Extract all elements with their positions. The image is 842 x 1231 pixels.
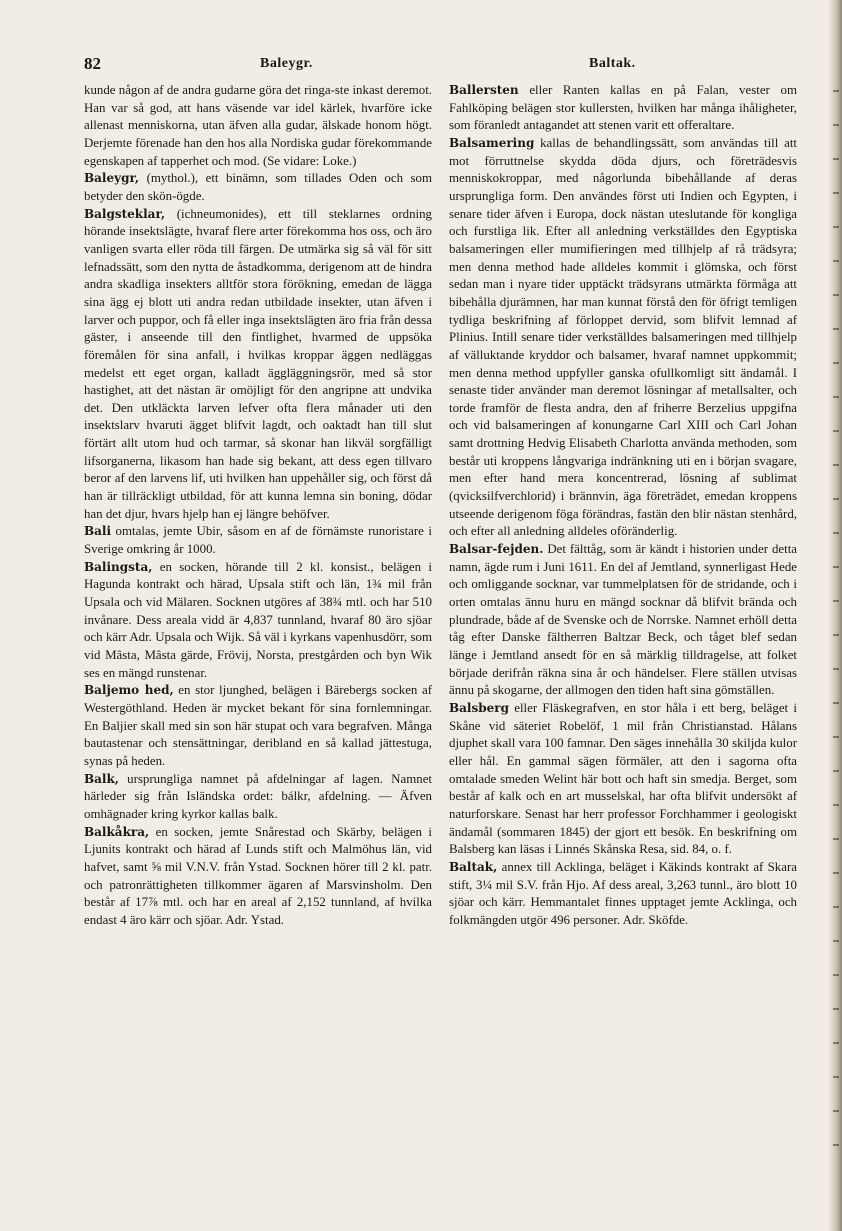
headword: Balgsteklar, <box>84 206 166 221</box>
entry-balsberg: Balsberg eller Fläskegrafven, en stor håla i ett berg, beläget i Skåne vid säteriet Robelöf, 1 mil från Christianstad. Hålans djuphet skall vara 100 famnar. Den säges innehålla 30 skiljda kulor eller hål. En gammal sägen förmäler, att den i sagorna ofta omtalade smeden Welint här bott och haft sin smedja. Berget, som består af kalk och en art musselskal, har ofta blifvit undersökt af naturforskare. Senast har herr professor Forchhammer i geologiskt ändamål (sommaren 1845) der gjort ett besök. En beskrifning om Balsberg kan läsas i Linnés Skånska Resa, sid. 84, o. f. <box>449 700 797 857</box>
entry-baleygr: Baleygr, (mythol.), ett binämn, som tillades Oden och som betyder den skön-ögde. <box>84 171 432 203</box>
entry-baljemo-hed: Baljemo hed, en stor ljunghed, belägen i Bärebergs socken af Westergöthland. Heden är mycket bekant för sina fornlemningar. En Baljier skall med sin son här stupat och vara begrafven. Många bautastenar och stensättningar, deribland en så kallad jättestuga, synas på heden. <box>84 683 432 768</box>
entry-ballersten: Ballersten eller Ranten kallas en på Falan, vester om Fahlköping belägen stor kullersten, hvilken har många ihåligheter, som föranledt antagandet att stenen varit ett offeraltare. <box>449 83 797 133</box>
entry-balkakra: Balkåkra, en socken, jemte Snårestad och Skärby, belägen i Ljunits kontrakt och härad af Lunds stift och Malmöhus län, vid hafvet, samt ⅝ mil V.N.V. från Ystad. Socknen hörer till 2 kl. patr. och patronrättigheten tillkommer ägaren af Marsvinsholm. Den består af 17⅞ mtl. och har en areal af 2,152 tunnland, af hvilka endast 4 äro kärr och sjöar. Adr. Ystad. <box>84 824 432 927</box>
adjacent-page-marks <box>833 90 839 1170</box>
headword: Balsar-fejden. <box>449 542 544 557</box>
page-number: 82 <box>84 54 101 73</box>
headword: Ballersten <box>449 83 519 97</box>
left-column <box>84 82 432 930</box>
page-header <box>84 54 796 76</box>
entry-loke-continuation: kunde någon af de andra gudarne göra det ringa-ste inkast deremot. Han var så god, att hans väsende var idel kärlek, hvarföre icke allenast menniskorna, utan äfven alla gudar, älskade honom högt. Derjemte förenade han den hos alla Nordiska gudar förekommande egenskapen af tapperhet och mod. (Se vidare: Loke.) <box>84 83 432 168</box>
entry-balingsta: Balingsta, en socken, hörande till 2 kl. konsist., belägen i Hagunda kontrakt och härad, Upsala stift och län, 1¾ mil från Upsala och vid Mälaren. Socknen utgöres af 38¾ mtl. och har 510 invånare. Dess areala vidd är 4,837 tunnland, hvaraf 80 äro sjöar och kärr Adr. Upsala och Wijk. Så väl i kyrkans vapenhusdörr, som vid Mâsta, Mâsta gärde, Frövij, Norsta, prestgården och byn Wik ses en mängd runstenar. <box>84 559 432 680</box>
entry-balsamering: Balsamering kallas de behandlingssätt, som användas till att mot förruttnelse skydda döda djurs, och företrädesvis menniskokroppar, med någorlunda bibehållande af deras ursprungliga form. Den användes först uti Indien och Egypten, i senare tider äfven i Europa, dock nästan uteslutande för kongliga och furstliga lik. Efter all anledning verkställdes den Egyptiska balsameringen eller mumifieringen med tillhjelp af rå trädsyra; men denna method hade alldeles kommit i glömska, och först sedan man i nyare tider upptäckt trädsyrans utmärkta förmåga att bibehålla djurämnen, har man kunnat förstå den för öfrigt temligen tydliga beskrifning af förloppet dervid, som blifvit lemnad af Plinius. Intill senare tider verkställdes balsameringen med tillhjelp af välluktande kryddor och balsamer, hvaraf namnet uppkommit; men denna method uppfyller ganska ofullkomligt sitt ändamål. I senaste tider använder man deremot lösningar af metallsalter, och torde framför de flesta andra, den af friherre Berzelius uppgifna och vid balsameringen af konungarne Carl XIII och Carl Johan samt drottning Hedvig Elisabeth Charlotta använda methoden, som består uti kroppens långvariga indränkning uti en i början svagare, men efter hand mera koncentrerad, lösning af sublimat (qvicksilfverchlorid) i brännvin, äga företrädet, emedan kroppens utseende derigenom föga förändras, fastän den blir nästan stenhård, och efter all anledning alldeles oföränderlig. <box>449 135 797 539</box>
headword: Balk, <box>84 771 119 786</box>
headword: Baljemo hed, <box>84 683 174 698</box>
book-edge-shadow <box>828 0 842 1231</box>
running-head-right: Baltak. <box>589 56 636 71</box>
headword: Baleygr, <box>84 171 140 186</box>
entry-balsar-fejden: Balsar-fejden. Det fälttåg, som är kändt i historien under detta namn, ägde rum i Juni 1611. En del af Jemtland, synnerligast Hede och omliggande socknar, var tummelplatsen för de stridande, och i orten omtalas ännu huru en mängd socknar då blifvit brända och plundrade, både af de Svenske och de Norrske. Namnet erhöll detta tåg efter Danske fältherren Baltzar Beck, och tåget blef sedan länge i Jemtland ansedt för en så märklig tilldragelse, att folket började derifrån räkna sina år och händelser. Flere ställen utvisas ännu på skogarne, der allmogen den tiden haft sina gömställen. <box>449 542 797 698</box>
entry-balk: Balk, ursprungliga namnet på afdelningar af lagen. Namnet härleder sig från Isländska ordet: bálkr, afdelning. — Äfven omhägnader kring kyrkor kallas balk. <box>84 771 432 821</box>
running-head-left: Baleygr. <box>260 56 313 71</box>
headword: Balsamering <box>449 135 535 150</box>
headword: Balingsta, <box>84 559 153 574</box>
headword: Bali <box>84 524 112 539</box>
headword: Balsberg <box>449 700 509 715</box>
headword: Balkåkra, <box>84 824 150 839</box>
entry-bali: Bali omtalas, jemte Ubir, såsom en af de förnämste runoristare i Sverige omkring år 1000. <box>84 524 432 557</box>
right-column <box>449 82 797 930</box>
entry-balgsteklar: Balgsteklar, (ichneumonides), ett till steklarnes ordning hörande insektslägte, hvaraf flere arter förekomma hos oss, och äro vanligen svarta eller röda till färgen. De utmärka sig så väl för sitt lefnadssätt, som den nytta de åstadkomma, derigenom att de hindra andra skadliga insekters alltför stora förökning, emedan de lägga sina ägg ej blott uti andra redan utbildade insekter, utan äfven i larver och puppor, och få eller inga insektslägten äro fria från dessa gäster, i anseende till den fintlighet, hvarmed de uppsöka föremålen för sina anfall, i hvilkas kroppar äggen nedläggas medelst ett eget organ, kalladt äggläggningsrör, med så stor hastighet, att det nästan är omöjligt för den angripne att undvika det. Den utkläckta larven lefver ofta flera månader uti den insektslarv hvaruti ägget blifvit lagdt, och oaktadt han till slut förtärt allt utom hud och tarmar, så skonar han likväl sorgfälligt lifsorganerna, likasom han hade sig bekant, att dess egen tillvaro beror af den larvens lif, uti hvilken han uppehåller sig, och först då han är tillräckligt utbildad, för att kunna lemna sin boning, dödar han det djur, hvars hjelp han ej längre behöfver. <box>84 206 432 521</box>
entry-baltak: Baltak, annex till Acklinga, beläget i Käkinds kontrakt af Skara stift, 3¼ mil S.V. från Hjo. Af dess areal, 3,263 tunnl., äro blott 10 sjöar och kärr. Hemmantalet finnes upptaget jemte Acklinga, och folkmängden utgör 496 personer. Adr. Sköfde. <box>449 859 797 927</box>
headword: Baltak, <box>449 859 498 874</box>
